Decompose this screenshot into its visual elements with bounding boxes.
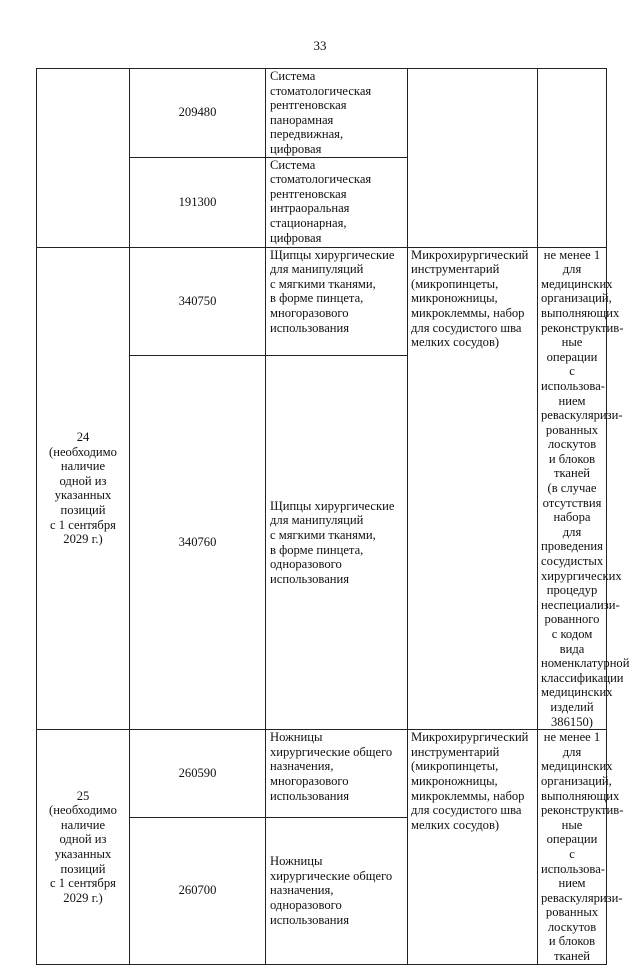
code-cell: 191300 (130, 157, 266, 247)
condition-cell: не менее 1 для медицинских организаций, выполняющих реконструктив- ные операции с использова- нием реваскуляризи- рованных лоскутов и блоков тканей (в случае отсутствия набора для проведения сосудистых хирургических процедур неспециализи- рованного с кодом вида номенклатурной классификации медицинских изделий 386150) (538, 247, 607, 730)
condition-cell: не менее 1 для медицинских организаций, выполняющих реконструктив- ные операции с использова- нием реваскуляризи- рованных лоскутов и блоков тканей (538, 730, 607, 965)
group-number-cell: 25 (необходимо наличие одной из указанных позиций с 1 сентября 2029 г.) (37, 730, 130, 965)
condition-cell-empty (538, 69, 607, 248)
description-cell: Система стоматологическая рентгеновская интраоральная стационарная, цифровая (266, 157, 408, 247)
description-cell: Ножницы хирургические общего назначения, одноразового использования (266, 817, 408, 964)
page-number: 33 (313, 38, 327, 53)
description-cell: Щипцы хирургические для манипуляций с мягкими тканями, в форме пинцета, многоразового использования (266, 247, 408, 356)
group-number-cell: 24 (необходимо наличие одной из указанных позиций с 1 сентября 2029 г.) (37, 247, 130, 730)
description-cell: Система стоматологическая рентгеновская панорамная передвижная, цифровая (266, 69, 408, 158)
code-cell: 209480 (130, 69, 266, 158)
instrument-cell: Микрохирургический инструментарий (микропинцеты, микроножницы, микроклеммы, набор для сосудистого шва мелких сосудов) (408, 247, 538, 730)
table-row (37, 69, 607, 158)
description-cell: Щипцы хирургические для манипуляций с мягкими тканями, в форме пинцета, одноразового использования (266, 356, 408, 730)
table-row (37, 730, 607, 818)
instrument-cell: Микрохирургический инструментарий (микропинцеты, микроножницы, микроклеммы, набор для сосудистого шва мелких сосудов) (408, 730, 538, 965)
instrument-cell-empty (408, 69, 538, 248)
code-cell: 260590 (130, 730, 266, 818)
equipment-table (36, 68, 630, 965)
table-row (37, 247, 607, 356)
code-cell: 340760 (130, 356, 266, 730)
code-cell: 260700 (130, 817, 266, 964)
group-cell-empty (37, 69, 130, 248)
description-cell: Ножницы хирургические общего назначения, многоразового использования (266, 730, 408, 818)
code-cell: 340750 (130, 247, 266, 356)
